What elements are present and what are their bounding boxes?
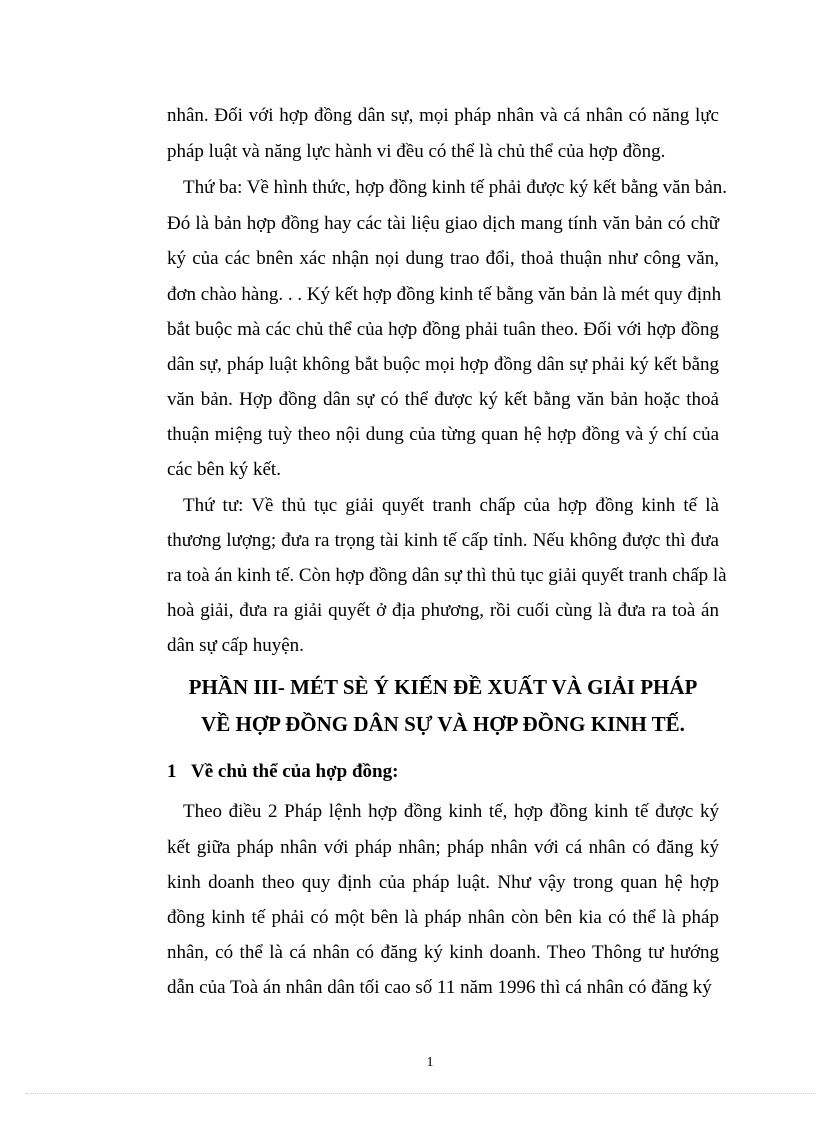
paragraph-line: Theo điều 2 Pháp lệnh hợp đồng kinh tế, hợp đồng kinh tế được ký	[183, 801, 719, 822]
paragraph-line: dân sự, pháp luật không bắt buộc mọi hợp đồng dân sự phải ký kết bằng	[167, 354, 719, 375]
paragraph-line: văn bản. Hợp đồng dân sự có thể được ký kết bằng văn bản hoặc thoả	[167, 389, 719, 410]
section-heading-line-2: VỀ HỢP ĐỒNG DÂN SỰ VÀ HỢP ĐỒNG KINH TẾ.	[201, 712, 685, 736]
section-heading-line-1: PHẦN III- MÉT SÈ Ý KIẾN ĐỀ XUẤT VÀ GIẢI PHÁP	[188, 675, 698, 699]
paragraph-line: dẫn của Toà án nhân dân tối cao số 11 năm 1996 thì cá nhân có đăng ký	[167, 977, 712, 998]
subsection-title: Về chủ thể của hợp đồng:	[191, 761, 399, 782]
subsection-heading	[167, 760, 398, 784]
paragraph-line: thuận miệng tuỳ theo nội dung của từng quan hệ hợp đồng và ý chí của	[167, 424, 719, 445]
paragraph-line: nhân. Đối với hợp đồng dân sự, mọi pháp nhân và cá nhân có năng lực	[167, 105, 719, 126]
paragraph-line: Thứ ba: Về hình thức, hợp đồng kinh tế phải được ký kết bằng văn bản.	[183, 177, 728, 198]
footer-divider	[26, 1093, 816, 1094]
paragraph-line: đồng kinh tế phải có một bên là pháp nhân còn bên kia có thể là pháp	[167, 907, 719, 928]
paragraph-line: hoà giải, đưa ra giải quyết ở địa phương, rồi cuối cùng là đưa ra toà án	[167, 600, 719, 621]
paragraph-line: Đó là bản hợp đồng hay các tài liệu giao dịch mang tính văn bản có chữ	[167, 213, 719, 234]
paragraph-line: bắt buộc mà các chủ thể của hợp đồng phải tuân theo. Đối với hợp đồng	[167, 319, 719, 340]
paragraph-line: các bên ký kết.	[167, 459, 281, 480]
paragraph-line: pháp luật và năng lực hành vi đều có thể là chủ thể của hợp đồng.	[167, 141, 666, 162]
page-number: 1	[426, 1055, 434, 1070]
paragraph-line: nhân, có thể là cá nhân có đăng ký kinh doanh. Theo Thông tư hướng	[167, 942, 719, 963]
paragraph-line: kinh doanh theo quy định của pháp luật. Như vậy trong quan hệ hợp	[167, 872, 719, 893]
paragraph-line: ký của các bnên xác nhận nọi dung trao đổi, thoả thuận như công văn,	[167, 248, 719, 269]
subsection-number: 1	[167, 761, 177, 782]
paragraph-line: dân sự cấp huyện.	[167, 635, 304, 656]
paragraph-line: đơn chào hàng. . . Ký kết hợp đồng kinh tế bằng văn bản là mét quy định	[167, 284, 722, 305]
paragraph-line: ra toà án kinh tế. Còn hợp đồng dân sự thì thủ tục giải quyết tranh chấp là	[167, 565, 727, 586]
paragraph-line: Thứ tư: Về thủ tục giải quyết tranh chấp của hợp đồng kinh tế là	[183, 495, 719, 516]
paragraph-line: thương lượng; đưa ra trọng tài kinh tế cấp tỉnh. Nếu không được thì đưa	[167, 530, 719, 551]
paragraph-line: kết giữa pháp nhân với pháp nhân; pháp nhân với cá nhân có đăng ký	[167, 837, 719, 858]
